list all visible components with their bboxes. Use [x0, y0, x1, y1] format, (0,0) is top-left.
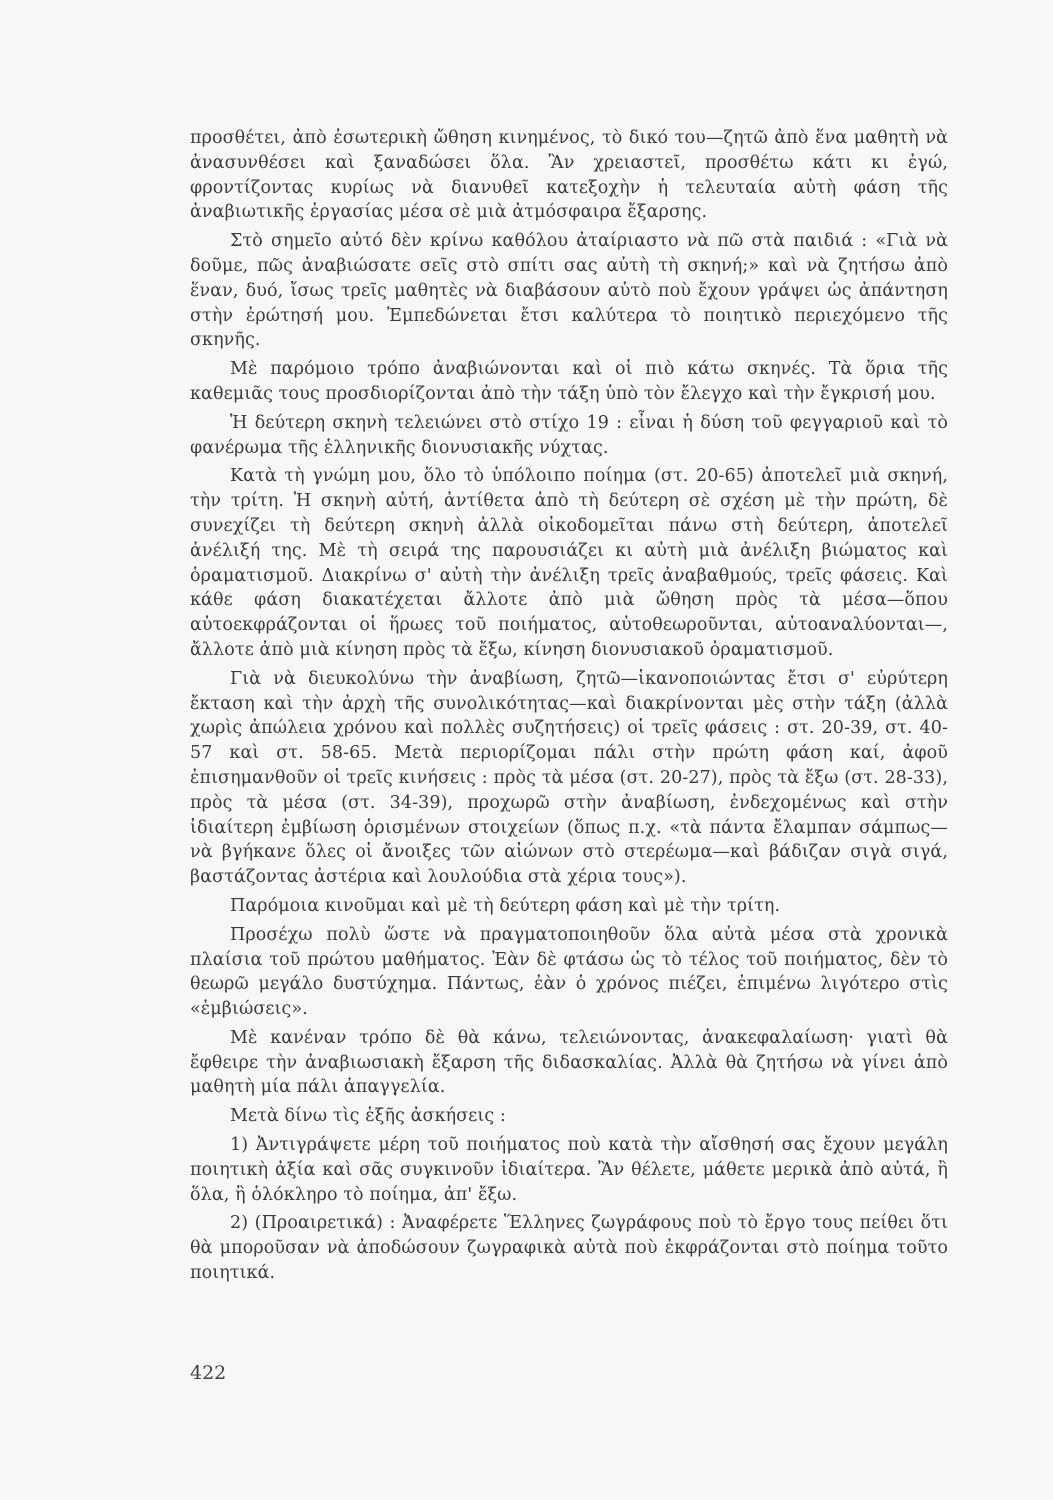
paragraph: Γιὰ νὰ διευκολύνω τὴν ἀναβίωση, ζητῶ—ἱκανοποιώντας ἔτσι σ' εὐρύτερη ἔκταση καὶ τὴν ἀρχὴ τῆς συνολικότητας—καὶ διακρίνονται μὲς στὴν τάξη (ἀλλὰ χωρὶς ἀπώλεια χρόνου καὶ πολλὲς συζητήσεις) οἱ τρεῖς φάσεις : στ. 20-39, στ. 40-57 καὶ στ. 58-65. Μετὰ περιορίζομαι πάλι στὴν πρώτη φάση καί, ἀφοῦ ἐπισημανθοῦν οἱ τρεῖς κινήσεις : πρὸς τὰ μέσα (στ. 20-27), πρὸς τὰ ἔξω (στ. 28-33), πρὸς τὰ μέσα (στ. 34-39), προχωρῶ στὴν ἀναβίωση, ἐνδεχομένως καὶ στὴν ἰδιαίτερη ἐμβίωση ὁρισμένων στοιχείων (ὅπως π.χ. «τὰ πάντα ἔλαμπαν σάμπως—νὰ βγήκανε ὅλες οἱ ἄνοιξες τῶν αἰώνων στὸ στερέωμα—καὶ βάδιζαν σιγὰ σιγά, βαστάζοντας ἀστέρια καὶ λουλούδια στὰ χέρια τους»).: [190, 668, 948, 888]
paragraph: 1) Ἀντιγράψετε μέρη τοῦ ποιήματος ποὺ κατὰ τὴν αἴσθησή σας ἔχουν μεγάλη ποιητικὴ ἀξία καὶ σᾶς συγκινοῦν ἰδιαίτερα. Ἂν θέλετε, μάθετε μερικὰ ἀπὸ αὐτά, ἢ ὅλα, ἢ ὁλόκληρο τὸ ποίημα, ἀπ' ἔξω.: [190, 1135, 948, 1205]
paragraph: Παρόμοια κινοῦμαι καὶ μὲ τὴ δεύτερη φάση καὶ μὲ τὴν τρίτη.: [230, 895, 781, 916]
paragraph: Ἡ δεύτερη σκηνὴ τελειώνει στὸ στίχο 19 : εἶναι ἡ δύση τοῦ φεγγαριοῦ καὶ τὸ φανέρωμα τῆς ἑλληνικῆς διονυσιακῆς νύχτας.: [190, 412, 948, 458]
paragraph: Μετὰ δίνω τὶς ἑξῆς ἀσκήσεις :: [230, 1106, 506, 1127]
paragraph: Μὲ παρόμοιο τρόπο ἀναβιώνονται καὶ οἱ πιὸ κάτω σκηνές. Τὰ ὅρια τῆς καθεμιᾶς τους προσδιορίζονται ἀπὸ τὴν τάξη ὑπὸ τὸν ἔλεγχο καὶ τὴν ἔγκρισή μου.: [190, 359, 948, 404]
paragraph: Μὲ κανέναν τρόπο δὲ θὰ κάνω, τελειώνοντας, ἀνακεφαλαίωση· γιατὶ θὰ ἔφθειρε τὴν ἀναβιωσιακὴ ἔξαρση τῆς διδασκαλίας. Ἀλλὰ θὰ ζητήσω νὰ γίνει ἀπὸ μαθητὴ μία πάλι ἀπαγγελία.: [190, 1027, 948, 1098]
paragraph: 2) (Προαιρετικά) : Ἀναφέρετε Ἕλληνες ζωγράφους ποὺ τὸ ἔργο τους πείθει ὅτι θὰ μποροῦσαν νὰ ἀποδώσουν ζωγραφικὰ αὐτὰ ποὺ ἐκφράζονται στὸ ποίημα τοῦτο ποιητικά.: [190, 1213, 948, 1284]
paragraph: Κατὰ τὴ γνώμη μου, ὅλο τὸ ὑπόλοιπο ποίημα (στ. 20-65) ἀποτελεῖ μιὰ σκηνή, τὴν τρίτη. Ἡ σκηνὴ αὐτή, ἀντίθετα ἀπὸ τὴ δεύτερη σὲ σχέση μὲ τὴν πρώτη, δὲ συνεχίζει τὴ δεύτερη σκηνὴ ἀλλὰ οἰκοδομεῖται πάνω στὴ δεύτερη, ἀποτελεῖ ἀνέλιξή της. Μὲ τὴ σειρά της παρουσιάζει κι αὐτὴ μιὰ ἀνέλιξη βιώματος καὶ ὁραματισμοῦ. Διακρίνω σ' αὐτὴ τὴν ἀνέλιξη τρεῖς ἀναβαθμούς, τρεῖς φάσεις. Καὶ κάθε φάση διακατέχεται ἄλλοτε ἀπὸ μιὰ ὤθηση πρὸς τὰ μέσα—ὅπου αὐτοεκφράζονται οἱ ἥρωες τοῦ ποιήματος, αὐτοθεωροῦνται, αὐτοαναλύονται—, ἄλλοτε ἀπὸ μιὰ κίνηση πρὸς τὰ ἔξω, κίνηση διονυσιακοῦ ὁραματισμοῦ.: [190, 466, 948, 660]
page-number: 422: [190, 1362, 227, 1384]
paragraph: Προσέχω πολὺ ὥστε νὰ πραγματοποιηθοῦν ὅλα αὐτὰ μέσα στὰ χρονικὰ πλαίσια τοῦ πρώτου μαθήματος. Ἐὰν δὲ φτάσω ὡς τὸ τέλος τοῦ ποιήματος, δὲν τὸ θεωρῶ μεγάλο δυστύχημα. Πάντως, ἐὰν ὁ χρόνος πιέζει, ἐπιμένω λιγότερο στὶς «ἐμβιώσεις».: [190, 924, 948, 1020]
paragraph: Στὸ σημεῖο αὐτό δὲν κρίνω καθόλου ἀταίριαστο νὰ πῶ στὰ παιδιά : «Γιὰ νὰ δοῦμε, πῶς ἀναβιώσατε σεῖς στὸ σπίτι σας αὐτὴ τὴ σκηνή;» καὶ νὰ ζητήσω ἀπὸ ἕναν, δυό, ἴσως τρεῖς μαθητὲς νὰ διαβάσουν αὐτὸ ποὺ ἔχουν γράψει ὡς ἀπάντηση στὴν ἐρώτησή μου. Ἐμπεδώνεται ἔτσι καλύτερα τὸ ποιητικὸ περιεχόμενο τῆς σκηνῆς.: [190, 231, 948, 351]
paragraph: προσθέτει, ἀπὸ ἐσωτερικὴ ὤθηση κινημένος, τὸ δικό του—ζητῶ ἀπὸ ἕνα μαθητὴ νὰ ἀνασυνθέσει καὶ ξαναδώσει ὅλα. Ἂν χρειαστεῖ, προσθέτω κάτι κι ἐγώ, φροντίζοντας κυρίως νὰ διανυθεῖ κατεξοχὴν ἡ τελευταία αὐτὴ φάση τῆς ἀναβιωτικῆς ἐργασίας μέσα σὲ μιὰ ἀτμόσφαιρα ἔξαρσης.: [190, 128, 948, 223]
body-text: [190, 126, 948, 1290]
